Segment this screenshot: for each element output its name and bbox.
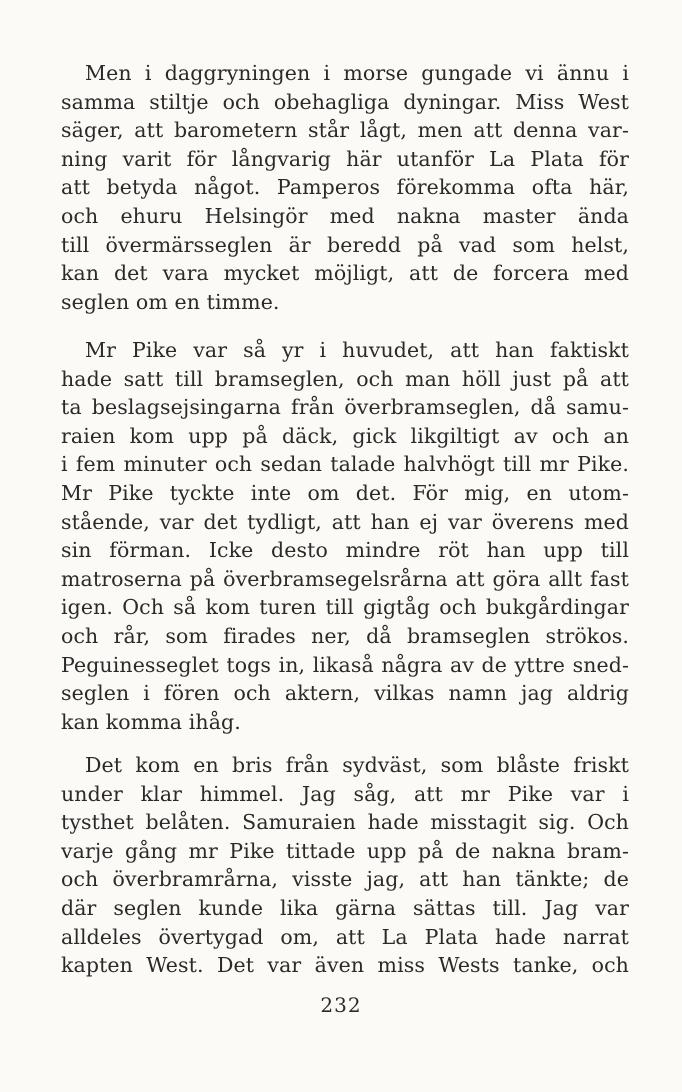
text-line: säger, att barometern står lågt, men att denna var- [61,118,629,143]
text-line: tysthet belåten. Samuraien hade misstagit sig. Och [61,810,629,835]
text-line: ta beslagsejsingarna från överbramseglen, då samu- [61,395,629,420]
text-line: varje gång mr Pike tittade upp på de nakna bram- [61,838,629,863]
paragraph-2 [61,336,629,736]
text-line: seglen i fören och aktern, vilkas namn jag aldrig [61,681,629,706]
text-line: under klar himmel. Jag såg, att mr Pike var i [61,781,629,806]
paragraph-1 [61,59,629,316]
text-line: kapten West. Det var även miss Wests tanke, och [61,953,629,978]
text-line: sin förman. Icke desto mindre röt han upp till [61,538,629,563]
text-line: och överbramrårna, visste jag, att han tänkte; de [61,867,629,892]
page-number: 232 [320,993,362,1017]
text-line: i fem minuter och sedan talade halvhögt till mr Pike. [61,452,629,477]
text-line: Mr Pike var så yr i huvudet, att han faktiskt [85,338,629,362]
text-line: ning varit för långvarig här utanför La Plata för [61,146,629,171]
text-line: igen. Och så kom turen till gigtåg och bukgårdingar [61,595,629,620]
text-line: stående, var det tydligt, att han ej var överens med [61,509,629,534]
text-line: alldeles övertygad om, att La Plata hade narrat [61,924,629,949]
paragraph-3 [61,751,629,980]
text-line: kan komma ihåg. [61,709,241,734]
text-line: matroserna på överbramsegelsrårna att göra allt fast [61,566,629,591]
text-line: att betyda något. Pamperos förekomma ofta här, [61,175,629,200]
text-line: Det kom en bris från sydväst, som blåste friskt [85,753,629,777]
text-line: och rår, som firades ner, då bramseglen strökos. [61,623,629,648]
text-line: samma stiltje och obehagliga dyningar. Miss West [61,89,629,114]
text-line: där seglen kunde lika gärna sättas till. Jag var [61,895,629,920]
text-line: Men i daggryningen i morse gungade vi ännu i [85,61,629,85]
text-line: seglen om en timme. [61,289,280,314]
text-line: och ehuru Helsingör med nakna master ända [61,203,629,228]
text-line: hade satt till bramseglen, och man höll just på att [61,366,629,391]
text-line: till övermärsseglen är beredd på vad som helst, [61,232,629,257]
text-line: kan det vara mycket möjligt, att de forcera med [61,261,629,286]
text-line: raien kom upp på däck, gick likgiltigt av och an [61,423,629,448]
text-line: Peguinesseglet togs in, likaså några av de yttre sned- [61,652,629,677]
text-line: Mr Pike tyckte inte om det. För mig, en utom- [61,480,629,505]
